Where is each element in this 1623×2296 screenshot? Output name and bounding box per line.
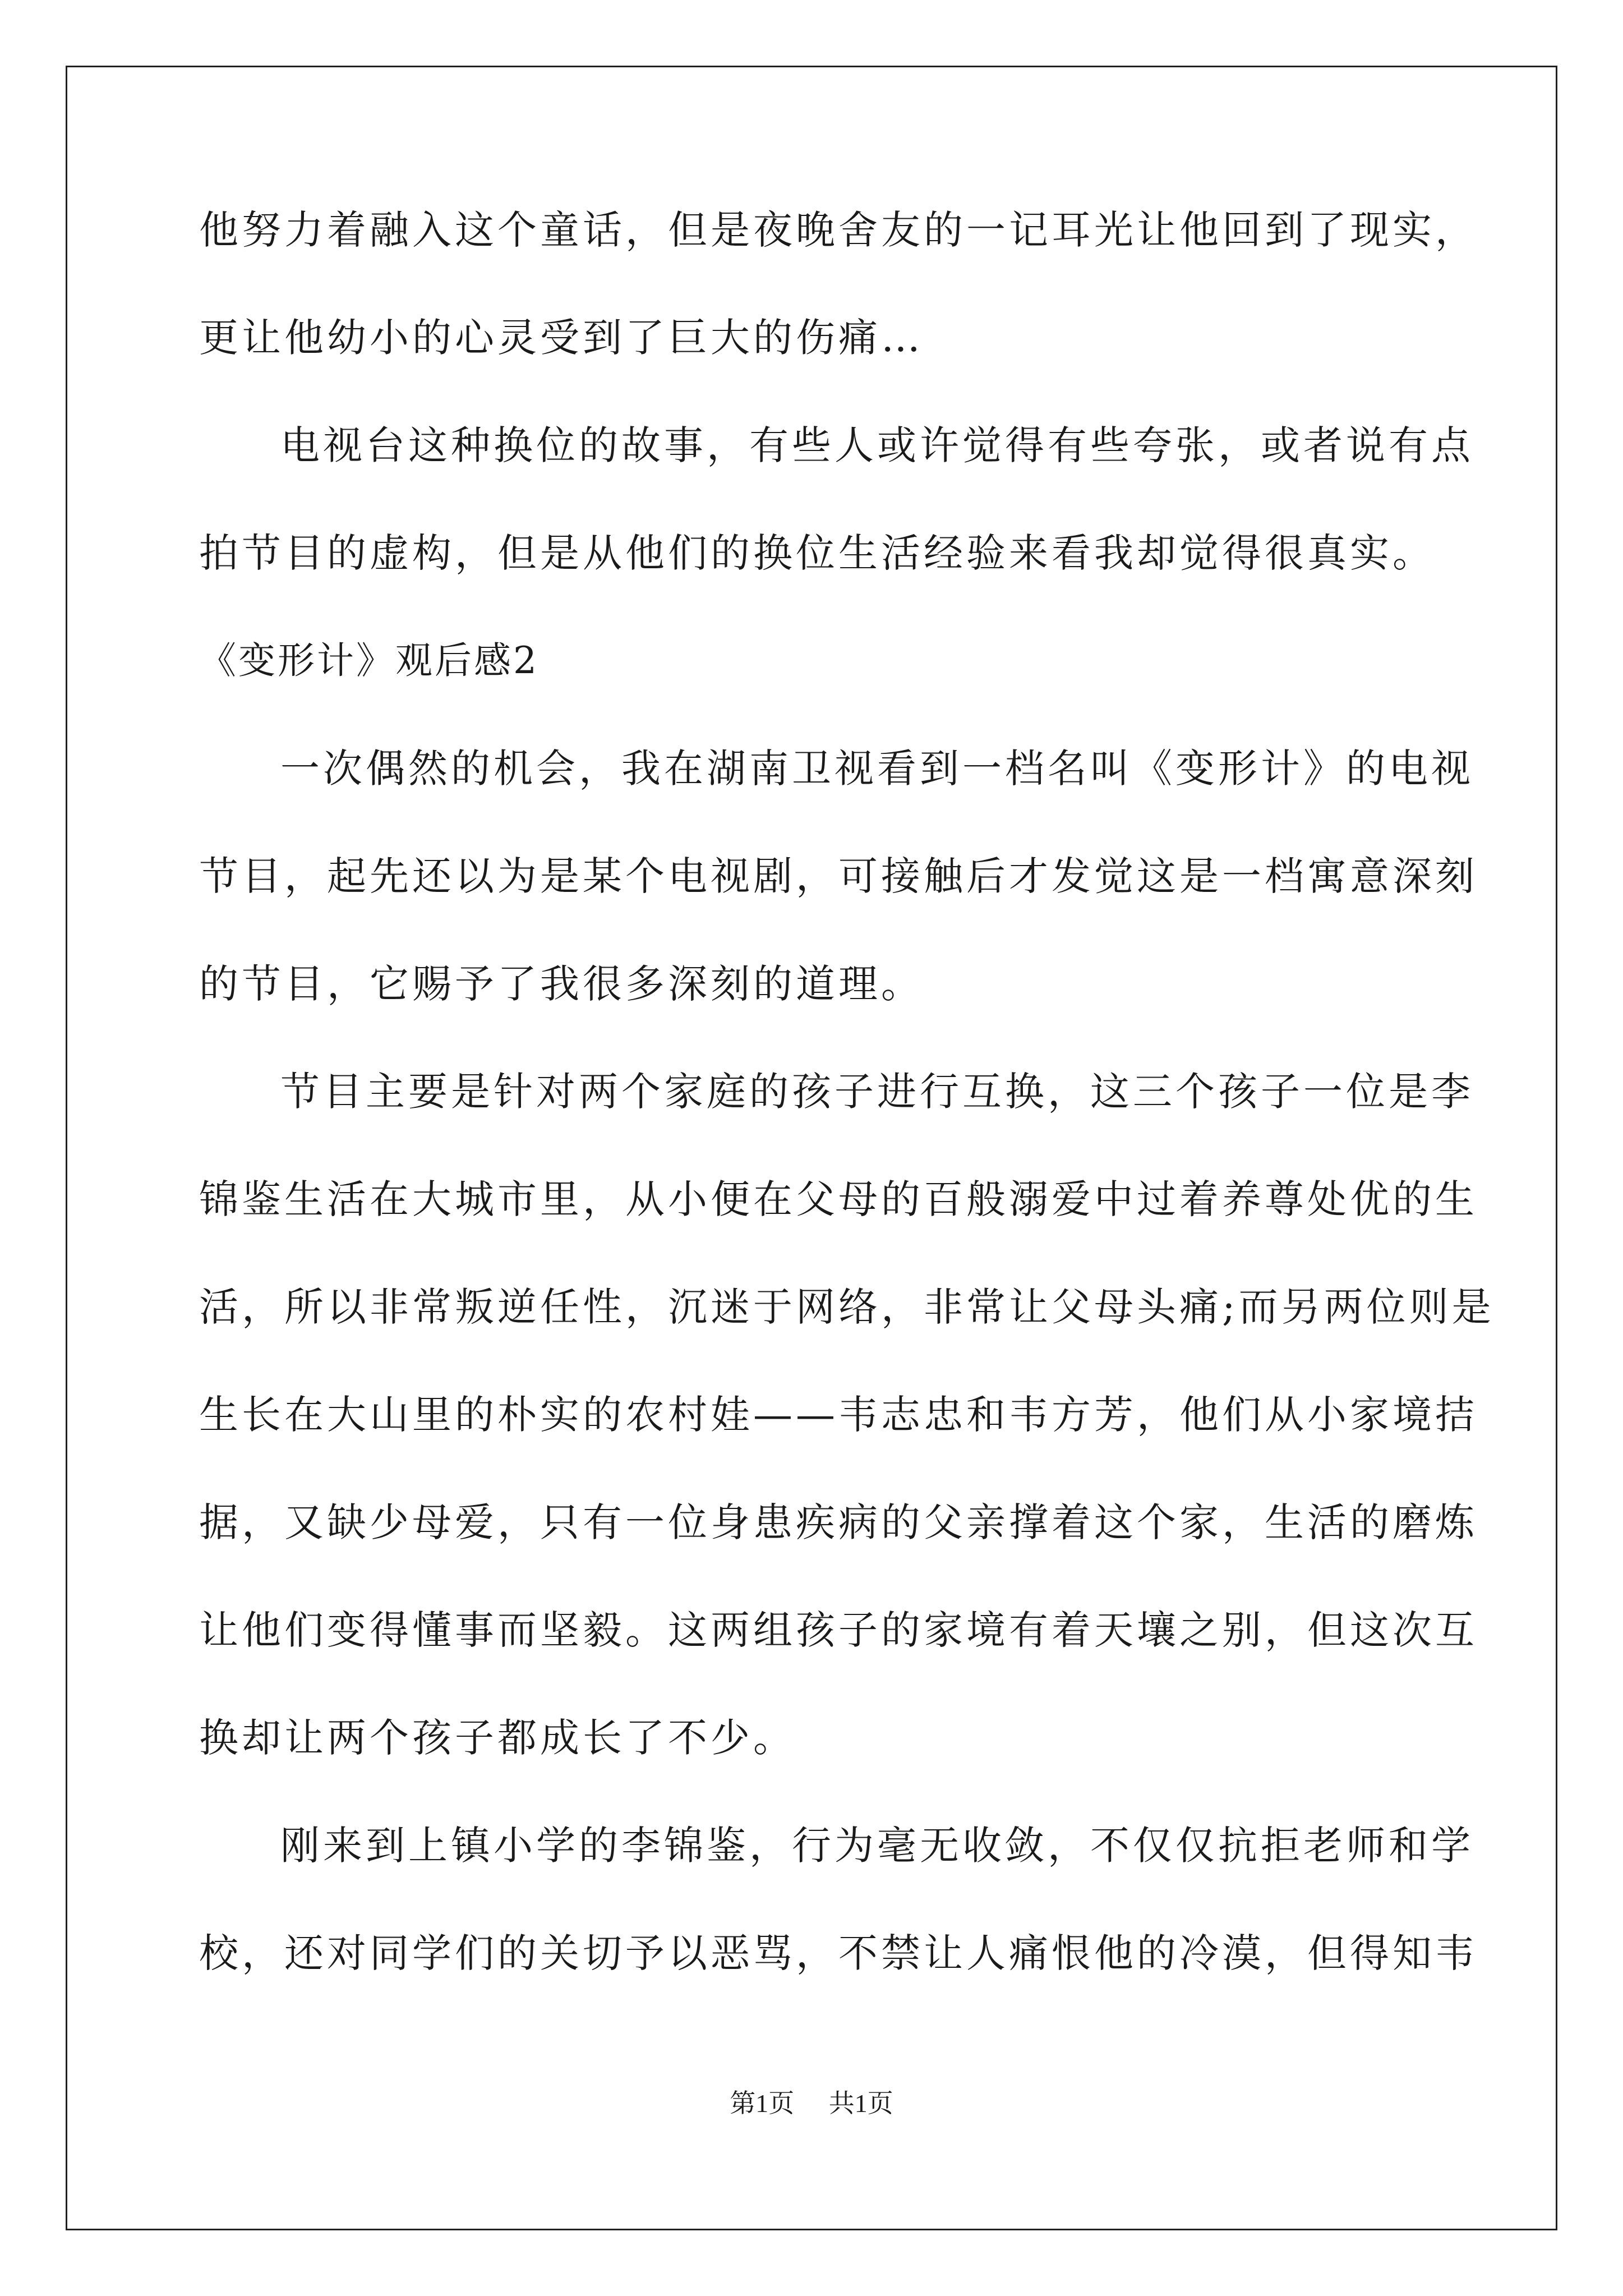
paragraph <box>199 740 1478 1012</box>
text-line: 他努力着融入这个童话，但是夜晚舍友的一记耳光让他回到了现实， <box>199 207 1478 253</box>
text-line: 校，还对同学们的关切予以恶骂，不禁让人痛恨他的冷漠，但得知韦 <box>199 1930 1478 1976</box>
page-footer <box>0 2087 1623 2120</box>
text-line: 锦鉴生活在大城市里，从小便在父母的百般溺爱中过着养尊处优的生 <box>199 1176 1478 1222</box>
text-line: 节目主要是针对两个家庭的孩子进行互换，这三个孩子一位是李 <box>280 1069 1474 1115</box>
text-line: 的节目，它赐予了我很多深刻的道理。 <box>199 961 924 1007</box>
text-line: 活，所以非常叛逆任性，沉迷于网络，非常让父母头痛;而另两位则是 <box>199 1284 1495 1330</box>
text-line: 更让他幼小的心灵受到了巨大的伤痛… <box>199 315 924 361</box>
paragraph <box>199 417 1474 581</box>
paragraph <box>199 202 1478 366</box>
text-line: 让他们变得懂事而坚毅。这两组孩子的家境有着天壤之别，但这次互 <box>199 1607 1478 1653</box>
paragraph <box>199 1064 1495 1766</box>
text-line: 据，又缺少母爱，只有一位身患疾病的父亲撑着这个家，生活的磨炼 <box>199 1499 1478 1545</box>
section-heading: 《变形计》观后感2 <box>199 639 539 682</box>
text-line: 电视台这种换位的故事，有些人或许觉得有些夸张，或者说有点 <box>280 422 1474 468</box>
page-number: 第1页 <box>730 2089 795 2118</box>
text-line: 节目，起先还以为是某个电视剧，可接触后才发觉这是一档寓意深刻 <box>199 853 1478 899</box>
text-line: 生长在大山里的朴实的农村娃——韦志忠和韦方芳，他们从小家境拮 <box>199 1392 1478 1438</box>
text-line: 刚来到上镇小学的李锦鉴，行为毫无收敛，不仅仅抗拒老师和学 <box>280 1823 1474 1869</box>
document-body <box>199 202 1495 1981</box>
paragraph <box>199 1818 1478 1981</box>
text-line: 一次偶然的机会，我在湖南卫视看到一档名叫《变形计》的电视 <box>280 746 1474 792</box>
page-total: 共1页 <box>828 2089 893 2118</box>
text-line: 换却让两个孩子都成长了不少。 <box>199 1715 796 1761</box>
text-line: 拍节目的虚构，但是从他们的换位生活经验来看我却觉得很真实。 <box>199 530 1435 576</box>
